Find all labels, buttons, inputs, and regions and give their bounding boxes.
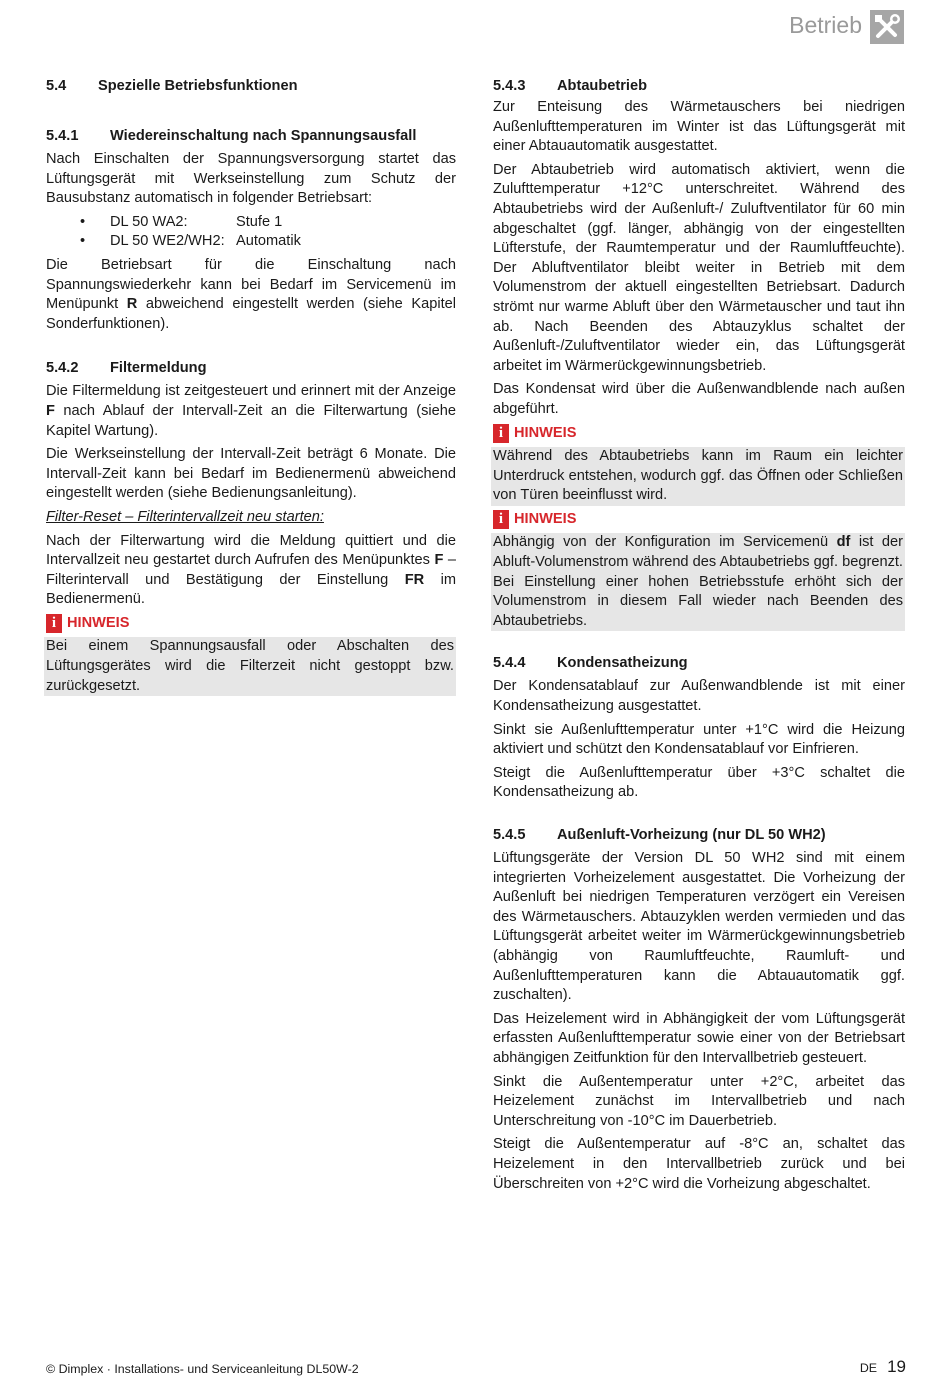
footer-page-info — [860, 1357, 906, 1377]
left-column — [46, 76, 456, 700]
paragraph: Nach der Filterwartung wird die Meldung quittiert und die Intervallzeit neu gestartet durch Aufrufen des Menüpunktes F – Filterintervall und Bestätigung der Einstellung FR im Bedienermenü. — [46, 532, 456, 608]
menu-code: FR — [404, 571, 425, 588]
paragraph: Der Abtaubetrieb wird automatisch aktiviert, wenn die Zulufttemperatur +12°C unterschreitet. Während des Abtaubetriebs wird der Außenluft-/ Zuluftventilator für 60 min abgeschaltet (ggf. länger, abhängig von der eingestellten Lüfterstufe, der Raumtemperatur und der Raumluftfeuchte). Der Abluftventilator bleibt weiter in Betrieb mit dem Volumenstrom der aktuell eingestellten Betriebsart. Dadurch strömt nur warme Abluft über den Wärmetauscher und taut ihn ab. Nach Beenden des Abtauzyklus schaltet der Außenluft-/Zuluftventilator wieder ein, das Lüftungsgerät arbeitet im Wärmerückgewinnungsbetrieb. — [493, 161, 905, 374]
section-heading-5-4-1: 5.4.1 Wiedereinschaltung nach Spannungsausfall — [46, 128, 417, 144]
info-icon: i — [493, 510, 509, 529]
notice-box: Abhängig von der Konfiguration im Servicemenü df ist der Abluft-Volumenstrom während des Abtaubetriebs ggf. begrenzt. Bei Einstellung einer hohen Betriebsstufe erhöht sich der Volumenstrom in diesem Fall wieder nach Beenden des Abtaubetriebs. — [491, 533, 905, 631]
list-item: • DL 50 WA2: Stufe 1 — [80, 213, 283, 230]
notice-heading: i HINWEIS — [493, 510, 905, 530]
paragraph: Steigt die Außentemperatur auf -8°C an, schaltet das Heizelement in den Intervallbetrieb zurück und bei Überschreiten von +2°C wird die Vorheizung abgeschaltet. — [493, 1136, 905, 1192]
paragraph: Steigt die Außenlufttemperatur über +3°C schaltet die Kondensatheizung ab. — [493, 764, 905, 801]
paragraph: Das Heizelement wird in Abhängigkeit der vom Lüftungsgerät erfassten Außenlufttemperatur sowie einer von der Betriebsart abhängigen Zeitfunktion für den Intervallbetrieb gesteuert. — [493, 1010, 905, 1066]
paragraph: Sinkt die Außentemperatur unter +2°C, arbeitet das Heizelement zunächst im Intervallbetrieb und nach Unterschreitung von -10°C im Dauerbetrieb. — [493, 1073, 905, 1129]
section-heading-5-4-2: 5.4.2 Filtermeldung — [46, 360, 207, 377]
section-heading-5-4-3: 5.4.3 Abtaubetrieb — [493, 78, 647, 94]
section-heading-5-4-4: 5.4.4 Kondensatheizung — [493, 655, 688, 672]
mode-list — [46, 213, 456, 252]
paragraph: Die Betriebsart für die Einschaltung nach Spannungswiederkehr kann bei Bedarf im Servicemenü im Menüpunkt R abweichend eingestellt werden (siehe Kapitel Sonderfunktionen). — [46, 256, 456, 332]
list-item: • DL 50 WE2/WH2: Automatik — [80, 233, 301, 250]
notice-box: Bei einem Spannungsausfall oder Abschalten des Lüftungsgerätes wird die Filterzeit nicht gestoppt bzw. zurückgesetzt. — [44, 637, 456, 696]
language-code: DE — [859, 1361, 878, 1375]
info-icon: i — [493, 424, 509, 443]
menu-code: R — [126, 296, 138, 313]
menu-code: F — [46, 402, 55, 419]
paragraph: Nach Einschalten der Spannungsversorgung startet das Lüftungsgerät mit Werkseinstellung zum Schutz der Bausubstanz automatisch in folgender Betriebsart: — [46, 151, 456, 207]
notice-box: Während des Abtaubetriebs kann im Raum ein leichter Unterdruck entstehen, wodurch ggf. das Öffnen oder Schließen von Türen beeinflusst wird. — [491, 447, 905, 506]
notice-heading: i HINWEIS — [46, 614, 456, 634]
right-column — [493, 76, 905, 1198]
paragraph: Zur Enteisung des Wärmetauschers bei niedrigen Außenlufttemperaturen im Winter ist das Lüftungsgerät mit einer Abtauautomatik ausgestattet. — [493, 99, 905, 155]
paragraph: Sinkt sie Außenlufttemperatur unter +1°C wird die Heizung aktiviert und schützt den Kondensatablauf vor Einfrieren. — [493, 721, 905, 758]
info-icon: i — [46, 614, 62, 633]
page-number: 19 — [887, 1357, 906, 1376]
paragraph: Das Kondensat wird über die Außenwandblende nach außen abgeführt. — [493, 381, 905, 417]
tools-icon — [870, 10, 904, 44]
section-heading-5-4: 5.4 Spezielle Betriebsfunktionen — [46, 78, 298, 94]
page-section-title: Betrieb — [789, 12, 862, 38]
subheading: Filter-Reset – Filterintervallzeit neu starten: — [46, 508, 324, 525]
section-heading-5-4-5: 5.4.5 Außenluft-Vorheizung (nur DL 50 WH2) — [493, 827, 826, 843]
menu-code: df — [836, 534, 851, 551]
paragraph: Der Kondensatablauf zur Außenwandblende ist mit einer Kondensatheizung ausgestattet. — [493, 678, 905, 715]
paragraph: Die Filtermeldung ist zeitgesteuert und erinnert mit der Anzeige F nach Ablauf der Intervall-Zeit an die Filterwartung (siehe Kapitel Wartung). — [46, 383, 456, 439]
menu-code: F — [434, 552, 444, 569]
paragraph: Lüftungsgeräte der Version DL 50 WH2 sind mit einem integrierten Vorheizelement ausgestattet. Die Vorheizung der Außenluft bei niedrigen Temperaturen verzögert ein Vereisen des Wärmetauschers. Abtauzyklen werden vermieden und das Lüftungsgerät arbeitet weiter im Wärmerückgewinnungsbetrieb (abhängig von Raumluftfeuchte, Raumluft- und Außenlufttemperaturen kann die Abtauautomatik ggf. zuschalten). — [493, 850, 905, 1004]
footer-copyright: © Dimplex · Installations- und Serviceanleitung DL50W-2 — [46, 1362, 359, 1376]
paragraph: Die Werkseinstellung der Intervall-Zeit beträgt 6 Monate. Die Intervall-Zeit kann bei Bedarf im Bedienermenü abweichend eingestellt werden (siehe Bedienungsanleitung). — [46, 446, 456, 502]
notice-heading: i HINWEIS — [493, 424, 905, 444]
